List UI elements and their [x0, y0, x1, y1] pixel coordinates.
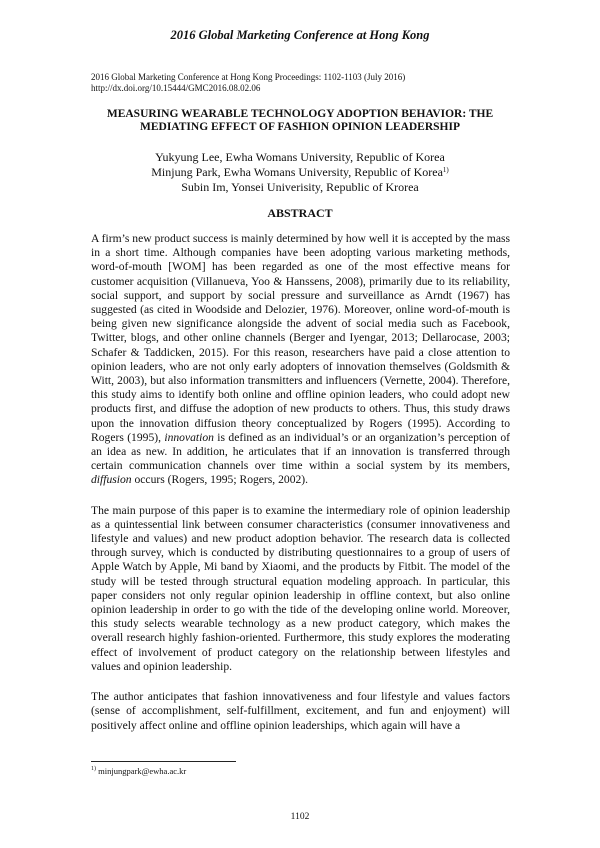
- paragraph-1-text-c: occurs (Rogers, 1995; Rogers, 2002).: [131, 473, 309, 487]
- author-2-name: Minjung Park, Ewha Womans University, Republic of Korea: [151, 165, 443, 179]
- paper-title: [60, 108, 540, 134]
- paragraph-3: The author anticipates that fashion innovativeness and four lifestyle and values factors (sense of accomplishment, self-fulfillment, excitement, and fun and enjoyment) will positively affect online and offline opinion leaderships, which again will have a: [91, 690, 510, 732]
- paragraph-2: The main purpose of this paper is to examine the intermediary role of opinion leadership as a quintessential link between consumer characteristics (consumer innovativeness and lifestyle and values) and new product adoption behavior. The research data is collected through survey, which is conducted by distributing questionnaires to a group of users of Apple Watch by Apple, Mi band by Xiaomi, and the products by Fitbit. The model of the study will be tested through structural equation modeling approach. In particular, this paper considers not only regular opinion leadership in offline context, but also online opinion leadership in order to go with the tide of the developing online world. Moreover, this study selects wearable technology as a new product category, which makes the overall research highly fashion-oriented. Furthermore, this study explores the moderating effect of involvement of product category on the relationship between lifestyles and values and opinion leadership.: [91, 503, 510, 673]
- doi-link[interactable]: http://dx.doi.org/10.15444/GMC2016.08.02.06: [91, 83, 261, 93]
- running-header: 2016 Global Marketing Conference at Hong Kong: [170, 28, 430, 42]
- footnote-divider: [91, 761, 236, 762]
- author-1: Yukyung Lee, Ewha Womans University, Republic of Korea: [155, 150, 445, 164]
- footnote: [91, 766, 186, 776]
- title-line-2: MEDIATING EFFECT OF FASHION OPINION LEADERSHIP: [139, 121, 460, 133]
- page-number: 1102: [290, 812, 310, 822]
- paragraph-1: [91, 232, 510, 488]
- proceedings-citation: 2016 Global Marketing Conference at Hong Kong Proceedings: 1102-1103 (July 2016): [91, 72, 406, 82]
- author-list: [60, 150, 540, 195]
- paragraph-1-text-b: is defined as an individual’s or an organization’s perception of an idea as new. In addition, he articulates that if an innovation is transferred through certain communication channels over time within a social system by its members,: [91, 430, 510, 473]
- term-innovation: innovation: [164, 430, 214, 444]
- abstract-heading: ABSTRACT: [267, 206, 333, 220]
- term-diffusion: diffusion: [91, 473, 132, 487]
- author-3: Subin Im, Yonsei Univerisity, Republic of Krorea: [181, 180, 419, 194]
- author-2: [60, 165, 540, 180]
- paragraph-1-text-a: A firm’s new product success is mainly determined by how well it is accepted by the mass in a short time. Although companies have been adopting various marketing methods, word-of-mouth [WOM] has been regarded as one of the most effective means for customer acquisition (Villanueva, Yoo & Hanssens, 2008), primarily due to its reliability, social support, and support by social pressure and surveillance as Arndt (1967) has suggested (as cited in Woodside and Delozier, 1976). Moreover, online word-of-mouth is being given new significance alongside the advent of social media such as Facebook, Twitter, blogs, and other online channels (Berger and Iyengar, 2013; Dellarocase, 2003; Schafer & Taddicken, 2015). For this reason, researchers have paid a close attention to opinion leaders, who are not only early adopters of innovation themselves (Goldsmith & Witt, 2003), but also information transmitters and influencers (Vernette, 2004). Therefore, this study aims to identify both online and offline opinion leaders, who could adopt new products first, and diffuse the adoption of new products to others. Thus, this study draws upon the innovation diffusion theory conceptualized by Rogers (1995). According to Rogers (1995),: [91, 232, 510, 444]
- citation-block: [91, 72, 405, 94]
- title-line-1: MEASURING WEARABLE TECHNOLOGY ADOPTION BEHAVIOR: THE: [106, 108, 494, 120]
- abstract-body: [91, 232, 510, 749]
- footnote-mark: 1): [91, 766, 96, 772]
- footnote-email: minjungpark@ewha.ac.kr: [96, 766, 187, 776]
- footnote-marker: 1): [442, 166, 449, 174]
